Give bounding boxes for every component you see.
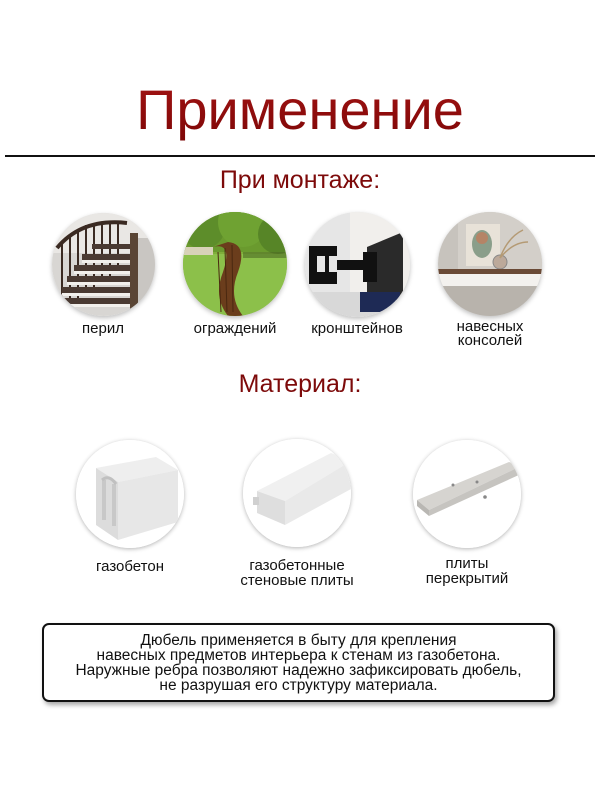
mounting-heading: При монтаже: — [219, 166, 381, 194]
material-heading: Материал: — [238, 370, 362, 398]
staircase-railing-photo-icon — [52, 213, 155, 316]
floor-slab-photo-icon — [413, 440, 521, 548]
wall-console-shelf-photo-icon — [438, 212, 542, 316]
mounting-caption-fences: ограждений — [193, 320, 277, 337]
caption-line: стеновые плиты — [240, 572, 354, 589]
caption-line: газобетонные — [249, 557, 345, 574]
divider-line — [5, 155, 595, 157]
tv-wall-bracket-photo-icon — [305, 212, 410, 317]
caption-line: перекрытий — [425, 570, 509, 587]
aerated-concrete-block-photo-icon — [76, 440, 184, 548]
description-line: Наружные ребра позволяют надежно зафиксировать дюбель, — [75, 661, 522, 679]
description-box — [42, 623, 555, 702]
description-line: не разрушая его структуру материала. — [159, 676, 438, 694]
caption-line: плиты — [445, 555, 489, 572]
material-caption-aerated-concrete: газобетон — [96, 558, 164, 575]
aerated-wall-panel-photo-icon — [243, 439, 351, 547]
wooden-fence-photo-icon — [183, 212, 287, 316]
page-title: Применение — [0, 78, 600, 142]
caption-line: навесных — [456, 318, 524, 335]
mounting-caption-brackets: кронштейнов — [311, 320, 403, 337]
material-caption-wall-panels — [227, 558, 367, 588]
caption-line: консолей — [457, 332, 523, 349]
description-line: Дюбель применяется в быту для крепления — [140, 631, 457, 649]
material-caption-floor-slabs — [397, 556, 537, 586]
mounting-caption-railings: перил — [82, 320, 124, 337]
mounting-caption-consoles — [420, 320, 560, 348]
description-line: навесных предметов интерьера к стенам из газобетона. — [96, 646, 501, 664]
